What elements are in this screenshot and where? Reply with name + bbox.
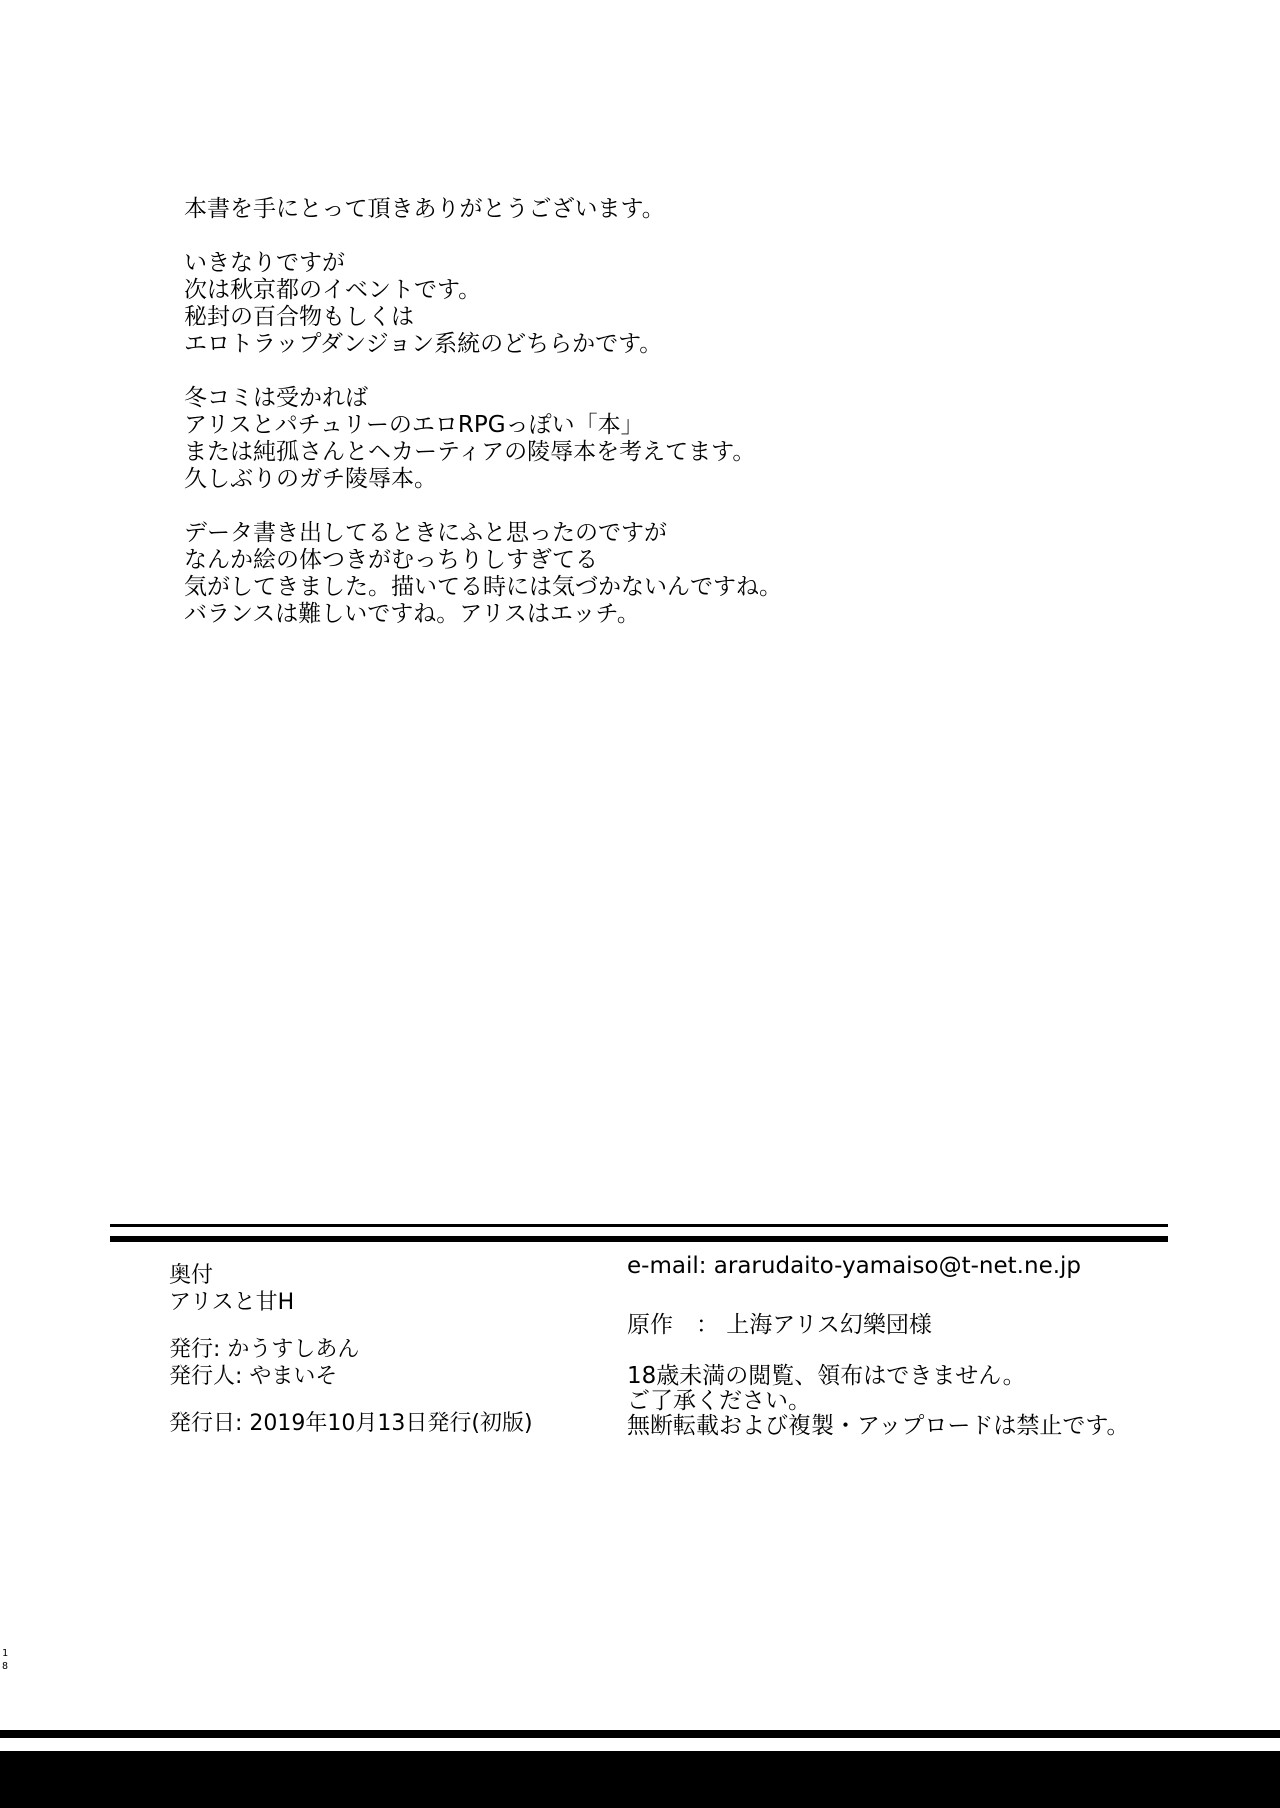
publication-date: 発行日: 2019年10月13日発行(初版) (169, 1411, 533, 1436)
afterword-paragraph-2 (184, 250, 1084, 358)
afterword-paragraph-3 (184, 385, 1084, 493)
afterword-line: データ書き出してるときにふと思ったのですが (184, 520, 667, 546)
afterword-line: 冬コミは受かれば (184, 385, 368, 411)
contact-email: e-mail: ararudaito-yamaiso@t-net.ne.jp (627, 1253, 1082, 1279)
issuer: 発行人: やまいそ (169, 1364, 338, 1389)
afterword-line: いきなりですが (184, 250, 345, 276)
page-number (2, 1647, 12, 1673)
afterword-paragraph-1 (184, 196, 1084, 223)
page-number-digit: 1 (2, 1648, 9, 1659)
afterword-line: 気がしてきました。描いてる時には気づかないんですね。 (184, 574, 782, 600)
colophon-contact (627, 1254, 1187, 1439)
afterword-line: なんか絵の体つきがむっちりしすぎてる (184, 547, 598, 573)
age-notice-line: ご了承ください。 (627, 1388, 811, 1414)
colophon-heading: 奥付 (169, 1263, 214, 1288)
afterword-line: 次は秋京都のイベントです。 (184, 277, 482, 303)
colophon-publisher-block (169, 1336, 599, 1390)
afterword-line: バランスは難しいですね。アリスはエッチ。 (184, 601, 640, 627)
afterword-line: エロトラップダンジョン系統のどちらかです。 (184, 331, 663, 357)
colophon-divider-thick (110, 1236, 1168, 1242)
colophon-date-block (169, 1410, 599, 1437)
book-title: アリスと甘H (169, 1290, 295, 1315)
copyright-notice-line: 無断転載および複製・アップロードは禁止です。 (627, 1413, 1130, 1439)
afterword-line: または純孤さんとヘカーティアの陵辱本を考えてます。 (184, 439, 756, 465)
colophon-title-block (169, 1262, 599, 1316)
bottom-bar (0, 1751, 1280, 1808)
afterword (184, 196, 1084, 655)
afterword-line: アリスとパチュリーのエロRPGっぽい「本」 (184, 412, 644, 438)
page-number-digit: 8 (2, 1661, 9, 1672)
afterword-line: 秘封の百合物もしくは (184, 304, 414, 330)
publisher: 発行: かうすしあん (169, 1337, 360, 1362)
age-notice-line: 18歳未満の閲覧、領布はできません。 (627, 1363, 1026, 1389)
bottom-rule (0, 1730, 1280, 1738)
afterword-line: 本書を手にとって頂きありがとうございます。 (184, 196, 665, 222)
colophon-divider-thin (110, 1224, 1168, 1227)
original-work-credit: 原作 ： 上海アリス幻樂団様 (627, 1312, 932, 1338)
afterword-line: 久しぶりのガチ陵辱本。 (184, 466, 437, 492)
colophon-details (169, 1262, 599, 1457)
afterword-paragraph-4 (184, 520, 1084, 628)
